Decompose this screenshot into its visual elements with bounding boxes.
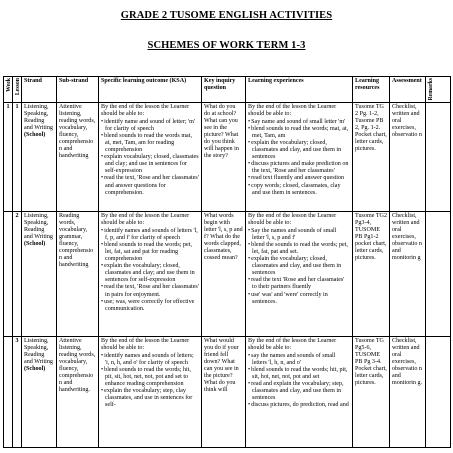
list-item: • Say name and sound of small letter 'm' bbox=[248, 119, 350, 126]
lesson-cell bbox=[13, 102, 22, 211]
table-row bbox=[4, 211, 451, 336]
list-item: • read the text 'Rose and her classmates' to their partners fluently bbox=[248, 277, 350, 291]
exp-lead-text: By the end of the lesson the Learner should be able to: bbox=[248, 337, 337, 351]
experiences-cell bbox=[246, 336, 353, 447]
strand-cell bbox=[22, 336, 57, 447]
list-item: • blend sounds to read the words; mat, at, met, Tam, am bbox=[248, 126, 350, 140]
resources-cell bbox=[353, 102, 390, 211]
header-remarks: Remarks bbox=[426, 77, 451, 103]
strand-text: Listening, Speaking, Reading and Writing bbox=[24, 212, 53, 240]
substrand-cell bbox=[57, 102, 99, 211]
document-subtitle: SCHEMES OF WORK TERM 1-3 bbox=[147, 40, 306, 51]
substrand-text: Reading words, vocabulary, grammar, fluency, comprehensio n and handwriting bbox=[59, 212, 94, 269]
header-experiences: Learning experiences bbox=[246, 77, 353, 103]
lesson-cell bbox=[13, 336, 22, 447]
lesson-text: 1 bbox=[15, 103, 19, 110]
outcome-list bbox=[101, 353, 199, 410]
strand-text: Listening, Speaking, Reading and Writing bbox=[24, 103, 53, 131]
strand-school-text: (School) bbox=[24, 240, 46, 247]
experiences-cell bbox=[246, 102, 353, 211]
list-item: • blend sounds to read the words; pet, let, fat, sat and pat for reading comprehension bbox=[101, 242, 199, 263]
remarks-cell bbox=[426, 336, 451, 447]
substrand-text: Attentive listening, reading words, vocabulary, fluency, comprehensio n and handwriting bbox=[59, 103, 96, 160]
header-strand: Strand bbox=[22, 77, 57, 103]
outcome-list bbox=[101, 228, 199, 313]
list-item: • blend sounds to read the words; hit, pit, sit, hot, net, not, pot and set to enhance reading comprehension bbox=[101, 367, 199, 388]
list-item: • explain the vocabulary; closed, classmates and clay, and use them in sentences bbox=[248, 140, 350, 161]
list-item: • explain vocabulary; closed, classmates and clay; and use in sentences for self-expression bbox=[101, 154, 199, 175]
list-item: • explain the vocabulary; step, clay classmates, and use in sentences for self- bbox=[101, 388, 199, 409]
substrand-cell bbox=[57, 211, 99, 336]
header-assessment: Assessment bbox=[390, 77, 426, 103]
list-item: • use' was' and 'were' correctly in sentences. bbox=[248, 292, 350, 306]
list-item: • explain the vocabulary; closed, classmates and clay; and use them in sentences for self-expression bbox=[101, 263, 199, 284]
question-cell bbox=[202, 211, 246, 336]
week-cell bbox=[4, 211, 13, 336]
list-item: • identify name and sound of letter; 'm' for clarity of speech bbox=[101, 119, 199, 133]
remarks-cell bbox=[426, 211, 451, 336]
resources-text: Tusome TG 2 Pg. 1-2, Tusome PB 2, Pg. 1-2. Pocket chart, letter cards, pictures. bbox=[355, 103, 387, 153]
strand-school-text: (School) bbox=[24, 365, 46, 372]
header-question: Key inquiry question bbox=[202, 77, 246, 103]
assessment-text: Checklist, written and oral exercises, observatio n and monitorin g bbox=[392, 212, 422, 262]
header-substrand: Sub-strand bbox=[57, 77, 99, 103]
resources-text: Tusome TG Pg5-6, TUSOME PB Pg 3-4. Pocket chart, letter cards, pictures. bbox=[355, 337, 387, 387]
week-text: 1 bbox=[6, 103, 10, 110]
list-item: • Say the names and sounds of small letter 'l, s, p and f' bbox=[248, 228, 350, 242]
outcome-cell bbox=[99, 336, 202, 447]
list-item: • explain the vocabulary; closed, classmates and clay, and use them in sentences bbox=[248, 256, 350, 277]
outcome-cell bbox=[99, 102, 202, 211]
outcome-list bbox=[101, 119, 199, 197]
question-text: What do you do at school? What can you see in the picture? What do you think will happen in the story? bbox=[204, 103, 239, 160]
resources-cell bbox=[353, 336, 390, 447]
list-item: • read the text, 'Rose and her classmates' and answer questions for comprehension. bbox=[101, 175, 199, 196]
assessment-text: Checklist, written and oral exercises, observatio n bbox=[392, 103, 422, 138]
week-cell bbox=[4, 336, 13, 447]
experiences-list bbox=[248, 228, 350, 306]
outcome-lead-text: By the end of the lesson the Learner should be able to: bbox=[101, 212, 190, 226]
list-item: • discuss pictures and make prediction on the text, 'Rose and her classmates' bbox=[248, 161, 350, 175]
outcome-lead-text: By the end of the lesson the Learner should be able to: bbox=[101, 337, 190, 351]
assessment-text: Checklist, written and oral exercises, observatio n and monitorin g. bbox=[392, 337, 423, 387]
question-cell bbox=[202, 336, 246, 447]
lesson-text: 3 bbox=[15, 337, 19, 344]
header-outcome: Specific learning outcome (KSA) bbox=[99, 77, 202, 103]
resources-text: Tusome TG2 Pg3-4, TUSOME PB Pg1-2 pocket chart, letter cards, pictures. bbox=[355, 212, 388, 262]
experiences-list bbox=[248, 353, 350, 410]
outcome-cell bbox=[99, 211, 202, 336]
strand-text: Listening, Speaking, Reading and Writing bbox=[24, 337, 53, 365]
experiences-cell bbox=[246, 211, 353, 336]
list-item: • read text fluently and answer question bbox=[248, 175, 350, 182]
strand-cell bbox=[22, 211, 57, 336]
schemes-of-work-table bbox=[3, 76, 451, 448]
list-item: • blend the sounds to read the words; pet, let, fat, pat and set. bbox=[248, 242, 350, 256]
header-resources: Learning resources bbox=[353, 77, 390, 103]
outcome-lead-text: By the end of the lesson the Learner should be able to: bbox=[101, 103, 190, 117]
lesson-cell bbox=[13, 211, 22, 336]
question-cell bbox=[202, 102, 246, 211]
header-row bbox=[4, 77, 451, 103]
list-item: • identify names and sounds of letters; 'i, n, h, and o' for clarity of speech bbox=[101, 353, 199, 367]
list-item: • blend sounds to read the words mat, at, met, Tam, am for reading comprehension bbox=[101, 133, 199, 154]
list-item: • read the text, 'Rose and her classmates' in pairs for enjoyment. bbox=[101, 284, 199, 298]
assessment-cell bbox=[390, 336, 426, 447]
strand-school-text: (School) bbox=[24, 131, 46, 138]
remarks-cell bbox=[426, 102, 451, 211]
header-lesson: Lesson bbox=[13, 77, 22, 103]
week-cell bbox=[4, 102, 13, 211]
header-week: Week bbox=[4, 77, 13, 103]
table-row bbox=[4, 102, 451, 211]
list-item: • blend sounds to read the words; hit, pit, sit, hot, net, not, pot and set bbox=[248, 367, 350, 381]
table-row bbox=[4, 336, 451, 447]
resources-cell bbox=[353, 211, 390, 336]
question-text: What would you do if your friend fell down? What can you see in the picture? What do you think will bbox=[204, 337, 239, 394]
substrand-text: Attentive listening, reading words, vocabulary, fluency, comprehensio n and handwriting. bbox=[59, 337, 96, 394]
list-item: • say the names and sounds of small letters 'l, h, n, and o' bbox=[248, 353, 350, 367]
lesson-text: 2 bbox=[15, 212, 19, 219]
substrand-cell bbox=[57, 336, 99, 447]
exp-lead-text: By the end of the lesson the Learner should be able to: bbox=[248, 103, 337, 117]
exp-lead-text: By the end of the lesson the Learner should be able to: bbox=[248, 212, 337, 226]
experiences-list bbox=[248, 119, 350, 197]
list-item: • use; was, were correctly for effective communication. bbox=[101, 299, 199, 313]
document-title: GRADE 2 TUSOME ENGLISH ACTIVITIES bbox=[120, 10, 333, 21]
assessment-cell bbox=[390, 102, 426, 211]
list-item: • read and explain the vocabulary; step, classmates and clay, and use them in sentences bbox=[248, 381, 350, 402]
list-item: • copy words; closed, classmates, clay and use them in sentences. bbox=[248, 183, 350, 197]
strand-cell bbox=[22, 102, 57, 211]
list-item: • identify names and sounds of letters 'l, f, p, and f' for clarity of speech bbox=[101, 228, 199, 242]
list-item: • discuss pictures, do prediction, read and bbox=[248, 402, 350, 409]
assessment-cell bbox=[390, 211, 426, 336]
question-text: What words begin with letter 'l, s, p and f? What do the words clapped, classmates, cossed mean? bbox=[204, 212, 243, 262]
